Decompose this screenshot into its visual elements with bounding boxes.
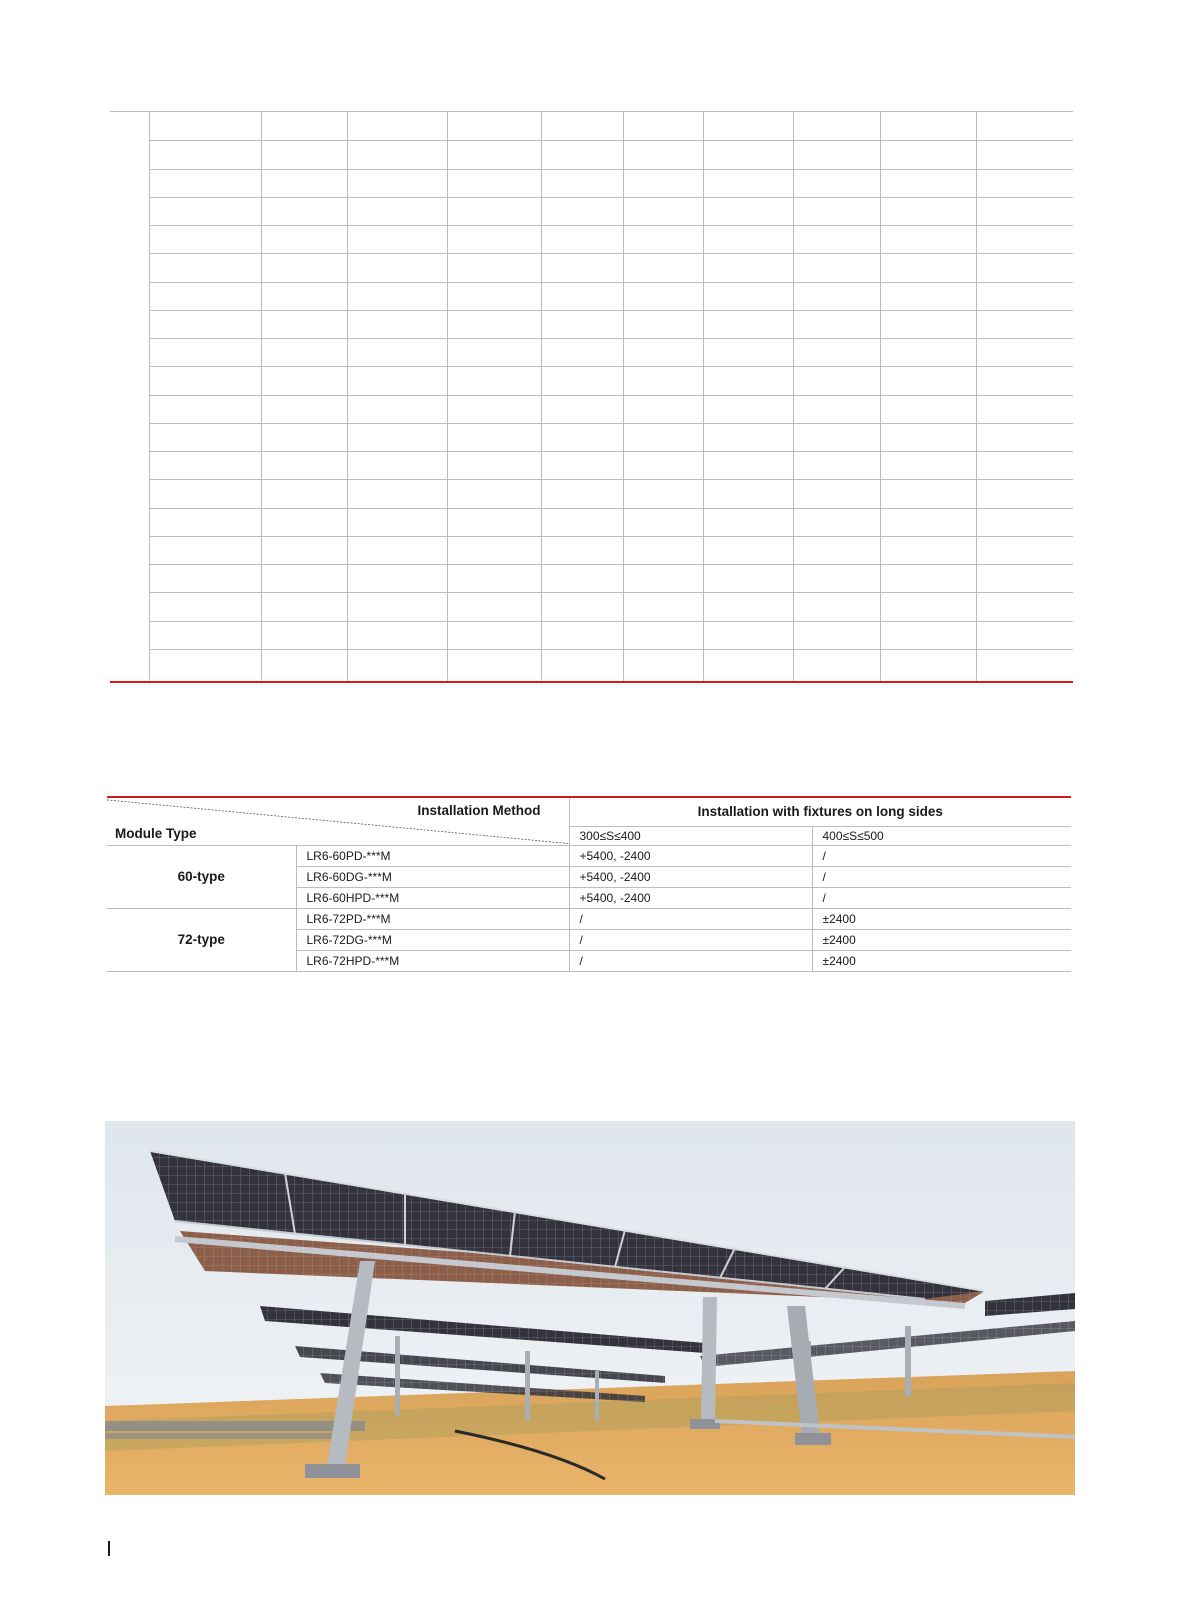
- diagonal-header-cell: [107, 797, 569, 845]
- model-cell: LR6-60HPD-***M: [296, 887, 569, 908]
- grid-row-line: [149, 140, 1073, 141]
- grid-row-line: [149, 169, 1073, 170]
- range-header-2: 400≤S≤500: [812, 826, 1071, 845]
- model-cell: LR6-72DG-***M: [296, 929, 569, 950]
- module-group-cell: 60-type: [107, 845, 296, 908]
- table-row: [107, 908, 1071, 929]
- model-cell: LR6-60PD-***M: [296, 845, 569, 866]
- grid-row-line: [149, 592, 1073, 593]
- installation-method-label: Installation Method: [417, 803, 541, 818]
- grid-row-line: [149, 536, 1073, 537]
- grid-row-line: [149, 366, 1073, 367]
- empty-grid-table: [110, 111, 1073, 683]
- model-cell: LR6-72HPD-***M: [296, 950, 569, 971]
- grid-row-line: [149, 395, 1073, 396]
- load-cell: +5400, -2400: [569, 866, 812, 887]
- grid-row-line: [149, 621, 1073, 622]
- range-header-1: 300≤S≤400: [569, 826, 812, 845]
- load-cell: ±2400: [812, 929, 1071, 950]
- load-cell: +5400, -2400: [569, 845, 812, 866]
- grid-row-line: [149, 423, 1073, 424]
- grid-row-line: [149, 310, 1073, 311]
- mechanical-load-table: [107, 796, 1071, 972]
- load-cell: ±2400: [812, 950, 1071, 971]
- grid-row-line: [149, 649, 1073, 650]
- grid-row-line: [149, 282, 1073, 283]
- grid-row-line: [149, 564, 1073, 565]
- grid-row-line: [149, 225, 1073, 226]
- grid-row-line: [149, 338, 1073, 339]
- load-cell: +5400, -2400: [569, 887, 812, 908]
- table-header-row: [107, 797, 1071, 826]
- fixture-method-header: Installation with fixtures on long sides: [569, 797, 1071, 826]
- model-cell: LR6-72PD-***M: [296, 908, 569, 929]
- module-group-cell: 72-type: [107, 908, 296, 971]
- module-type-label: Module Type: [115, 825, 197, 841]
- grid-row-line: [149, 508, 1073, 509]
- grid-row-line: [149, 253, 1073, 254]
- load-cell: /: [569, 950, 812, 971]
- table-row: [107, 845, 1071, 866]
- page-marker: [108, 1541, 110, 1556]
- load-cell: ±2400: [812, 908, 1071, 929]
- load-cell: /: [569, 908, 812, 929]
- load-cell: /: [812, 866, 1071, 887]
- grid-row-line: [149, 479, 1073, 480]
- grid-row-line: [149, 197, 1073, 198]
- photo-image: [105, 1121, 1075, 1495]
- load-cell: /: [812, 887, 1071, 908]
- grid-row-line: [149, 451, 1073, 452]
- load-cell: /: [812, 845, 1071, 866]
- model-cell: LR6-60DG-***M: [296, 866, 569, 887]
- load-cell: /: [569, 929, 812, 950]
